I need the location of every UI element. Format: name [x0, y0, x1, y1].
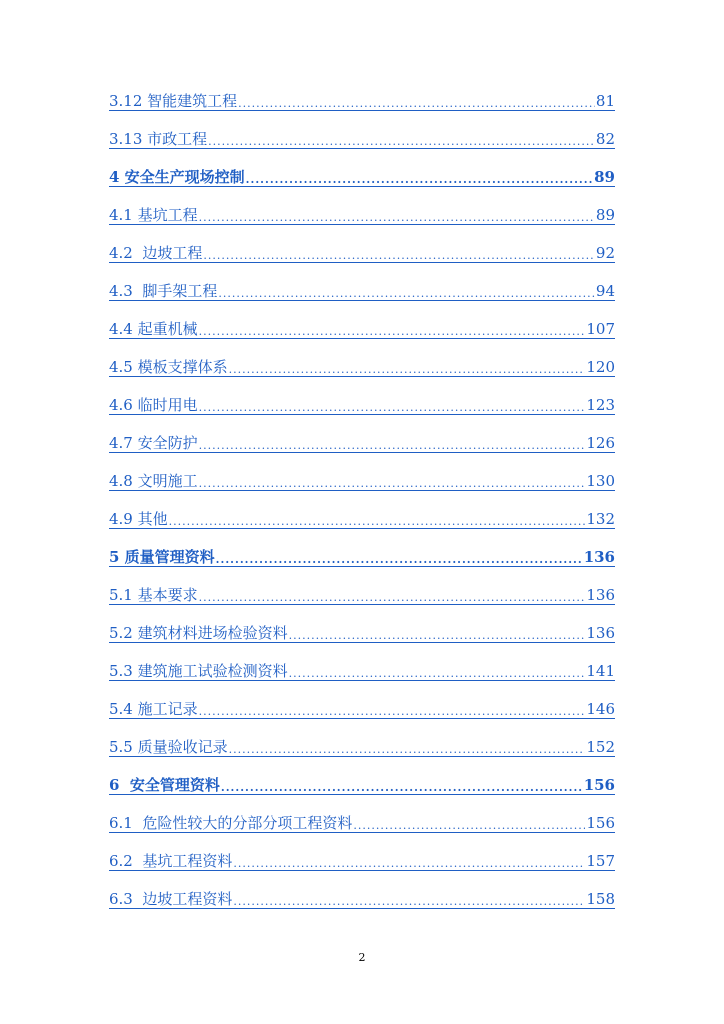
toc-dot-leader: [218, 287, 595, 300]
toc-entry-page: 146: [586, 700, 615, 718]
toc-dot-leader: [229, 743, 586, 756]
toc-entry[interactable]: [109, 239, 615, 277]
toc-dot-leader: [208, 135, 595, 148]
toc-entry-page: 130: [586, 472, 615, 490]
toc-entry-page: 89: [594, 168, 615, 186]
toc-entry-page: 136: [586, 624, 615, 642]
toc-dot-leader: [289, 667, 586, 680]
toc-dot-leader: [199, 401, 586, 414]
toc-entry[interactable]: [109, 125, 615, 163]
page-number: 2: [358, 951, 366, 964]
toc-entry-page: 132: [586, 510, 615, 528]
toc-entry-label: 5.3 建筑施工试验检测资料: [109, 662, 288, 680]
toc-chapter-entry[interactable]: [109, 543, 615, 581]
toc-dot-leader: [246, 173, 593, 186]
toc-entry-page: 136: [583, 548, 615, 566]
toc-entry-label: 3.13 市政工程: [109, 130, 208, 148]
toc-dot-leader: [199, 477, 586, 490]
toc-dot-leader: [233, 895, 585, 908]
toc-entry[interactable]: [109, 277, 615, 315]
toc-entry-page: 92: [595, 244, 615, 262]
toc-entry-label: 5.2 建筑材料进场检验资料: [109, 624, 288, 642]
toc-entry-page: 156: [583, 776, 615, 794]
toc-entry-page: 81: [595, 92, 615, 110]
toc-entry-page: 152: [586, 738, 615, 756]
toc-entry-label: 4.9 其他: [109, 510, 168, 528]
toc-entry-label: 5.1 基本要求: [109, 586, 198, 604]
toc-dot-leader: [169, 515, 586, 528]
toc-entry[interactable]: [109, 315, 615, 353]
toc-entry[interactable]: [109, 391, 615, 429]
toc-entry[interactable]: [109, 695, 615, 733]
toc-entry[interactable]: [109, 581, 615, 619]
toc-entry-page: 120: [586, 358, 615, 376]
toc-entry-label: 5.5 质量验收记录: [109, 738, 228, 756]
toc-entry[interactable]: [109, 847, 615, 885]
toc-entry[interactable]: [109, 657, 615, 695]
toc-entry-label: 6.3 边坡工程资料: [109, 890, 233, 908]
toc-dot-leader: [221, 781, 583, 794]
toc-dot-leader: [199, 705, 586, 718]
toc-dot-leader: [233, 857, 585, 870]
toc-entry-label: 4.6 临时用电: [109, 396, 198, 414]
toc-dot-leader: [353, 819, 585, 832]
toc-entry-label: 6.1 危险性较大的分部分项工程资料: [109, 814, 353, 832]
toc-entry[interactable]: [109, 619, 615, 657]
toc-entry-label: 4 安全生产现场控制: [109, 168, 245, 186]
toc-entry[interactable]: [109, 885, 615, 923]
toc-entry-label: 4.3 脚手架工程: [109, 282, 218, 300]
toc-entry-label: 5.4 施工记录: [109, 700, 198, 718]
toc-entry[interactable]: [109, 201, 615, 239]
toc-entry[interactable]: [109, 467, 615, 505]
toc-dot-leader: [199, 591, 586, 604]
toc-entry-page: 141: [586, 662, 615, 680]
toc-entry-page: 158: [586, 890, 615, 908]
toc-entry-label: 6 安全管理资料: [109, 776, 220, 794]
toc-dot-leader: [199, 439, 586, 452]
toc-dot-leader: [289, 629, 586, 642]
toc-entry-page: 157: [586, 852, 615, 870]
toc-entry-page: 156: [586, 814, 615, 832]
toc-chapter-entry[interactable]: [109, 163, 615, 201]
toc-entry-label: 4.7 安全防护: [109, 434, 198, 452]
toc-entry-label: 4.5 模板支撑体系: [109, 358, 228, 376]
toc-entry[interactable]: [109, 733, 615, 771]
toc-dot-leader: [203, 249, 595, 262]
toc-dot-leader: [199, 325, 586, 338]
toc-entry-page: 123: [586, 396, 615, 414]
toc-entry-label: 5 质量管理资料: [109, 548, 215, 566]
toc-entry[interactable]: [109, 429, 615, 467]
toc-entry-label: 4.4 起重机械: [109, 320, 198, 338]
toc-entry-label: 4.8 文明施工: [109, 472, 198, 490]
toc-entry-page: 89: [595, 206, 615, 224]
toc-entry-label: 3.12 智能建筑工程: [109, 92, 238, 110]
toc-entry-page: 136: [586, 586, 615, 604]
toc-entry-label: 4.1 基坑工程: [109, 206, 198, 224]
toc-entry-page: 107: [586, 320, 615, 338]
toc-entry-page: 126: [586, 434, 615, 452]
toc-entry[interactable]: [109, 92, 615, 125]
toc-dot-leader: [199, 211, 595, 224]
toc-chapter-entry[interactable]: [109, 771, 615, 809]
toc-entry-label: 6.2 基坑工程资料: [109, 852, 233, 870]
toc-entry-label: 4.2 边坡工程: [109, 244, 203, 262]
toc-entry[interactable]: [109, 505, 615, 543]
toc-entry-page: 94: [595, 282, 615, 300]
toc-entry[interactable]: [109, 809, 615, 847]
toc-entry[interactable]: [109, 353, 615, 391]
table-of-contents: [109, 92, 615, 923]
toc-dot-leader: [238, 97, 595, 110]
toc-dot-leader: [229, 363, 586, 376]
toc-entry-page: 82: [595, 130, 615, 148]
toc-dot-leader: [216, 553, 583, 566]
